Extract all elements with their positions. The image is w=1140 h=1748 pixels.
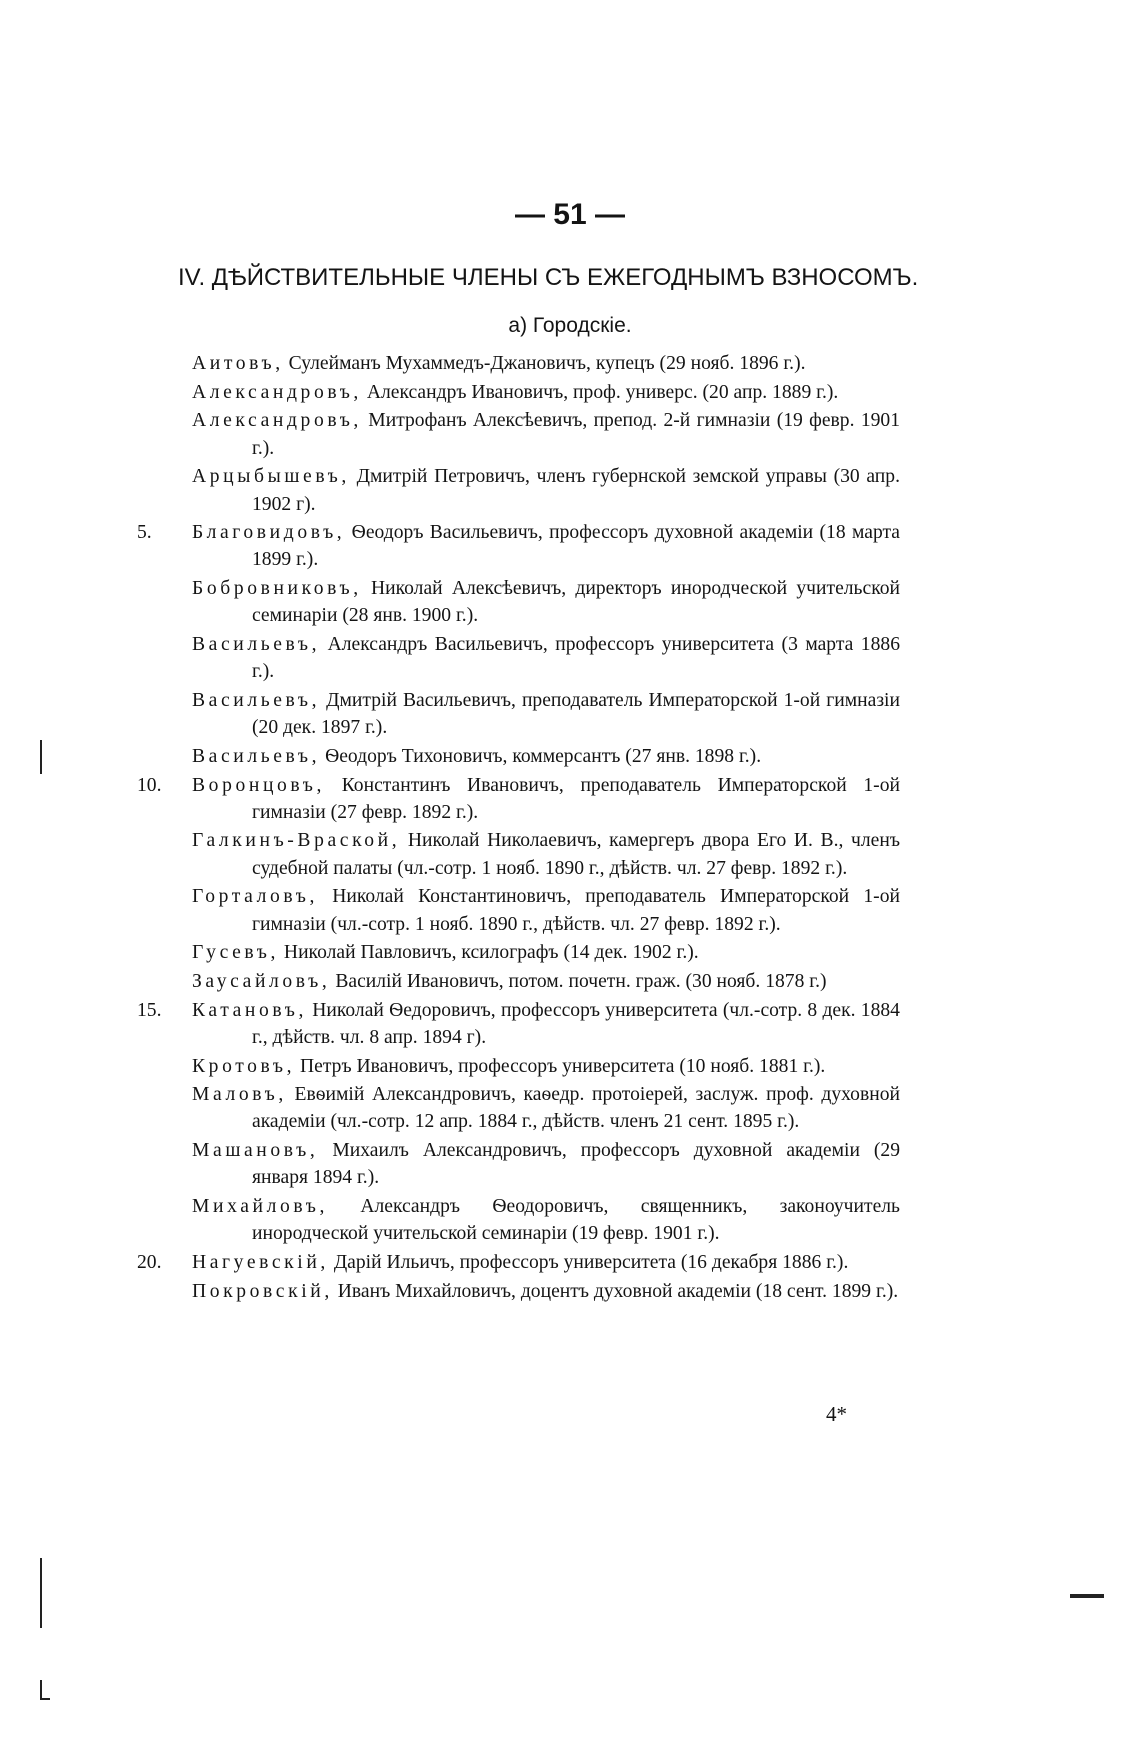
page-number: — 51 — (514, 198, 626, 231)
member-entry (192, 1193, 900, 1247)
member-surname: Заусайловъ, (192, 970, 331, 992)
scan-margin-line (40, 740, 42, 774)
scan-margin-line (40, 1680, 42, 1700)
member-entry (137, 1249, 900, 1276)
member-entry (192, 575, 900, 629)
member-details: Василій Ивановичъ, потом. почетн. граж. (30 нояб. 1878 г.) (335, 970, 827, 992)
member-surname: Арцыбышевъ, (192, 466, 350, 488)
member-details: Александръ Васильевичъ, профессоръ университета (3 марта 1886 г.). (252, 634, 900, 683)
member-entry (192, 968, 900, 995)
member-surname: Машановъ, (192, 1140, 319, 1162)
member-details: Николай Ѳедоровичъ, профессоръ университета (чл.-сотр. 8 дек. 1884 г., дѣйств. чл. 8 апр. 1894 г). (252, 999, 900, 1048)
member-details: Николай Николаевичъ, камергеръ двора Его И. В., членъ судебной палаты (чл.-сотр. 1 нояб. 1890 г., дѣйств. чл. 27 февр. 1892 г.). (252, 830, 900, 879)
member-details: Ѳеодоръ Тихоновичъ, коммерсантъ (27 янв. 1898 г.). (325, 745, 762, 767)
member-list (137, 350, 901, 1306)
member-entry (137, 772, 900, 826)
member-surname: Кротовъ, (192, 1055, 296, 1077)
member-details: Николай Павловичъ, ксилографъ (14 дек. 1902 г.). (283, 942, 699, 964)
scan-margin-line (40, 1698, 50, 1700)
member-surname: Гусевъ, (192, 942, 280, 964)
scan-dash (1070, 1594, 1104, 1598)
member-surname: Александровъ, (192, 410, 362, 432)
member-entry (192, 1081, 900, 1135)
member-details: Николай Алексѣевичъ, директоръ инородческой учительской семинаріи (28 янв. 1900 г.). (252, 578, 900, 627)
member-surname: Александровъ, (192, 381, 362, 403)
member-entry (192, 687, 900, 741)
member-details: Митрофанъ Алексѣевичъ, препод. 2-й гимназіи (19 февр. 1901 г.). (252, 410, 901, 459)
member-details: Дмитрій Петровичъ, членъ губернской земской управы (30 апр. 1902 г). (252, 466, 900, 515)
member-entry (192, 350, 900, 377)
section-title: IV. ДѢЙСТВИТЕЛЬНЫЕ ЧЛЕНЫ СЪ ЕЖЕГОДНЫМЪ ВЗНОСОМЪ. (178, 264, 919, 291)
member-entry (192, 407, 900, 461)
member-surname: Аитовъ, (192, 353, 284, 374)
member-surname: Воронцовъ, (192, 774, 326, 796)
member-entry (137, 519, 900, 573)
member-details: Михаилъ Александровичъ, профессоръ духовной академіи (29 января 1894 г.). (252, 1140, 900, 1189)
member-entry (192, 379, 900, 406)
member-entry (192, 1278, 900, 1305)
member-surname: Благовидовъ, (192, 522, 346, 544)
member-entry (192, 631, 900, 685)
member-details: Петръ Ивановичъ, профессоръ университета (10 нояб. 1881 г.). (300, 1055, 826, 1077)
member-details: Александръ Ѳеодоровичъ, священникъ, законоучитель инородческой учительской семинаріи (19 февр. 1901 г.). (252, 1196, 900, 1245)
member-entry (192, 743, 900, 770)
member-entry (192, 1137, 900, 1191)
entry-number: 10. (137, 774, 162, 796)
member-details: Николай Константиновичъ, преподаватель Императорской 1-ой гимназіи (чл.-сотр. 1 нояб. 1890 г., дѣйств. чл. 27 февр. 1892 г.). (252, 886, 900, 935)
entry-number: 15. (137, 999, 162, 1021)
member-surname: Михайловъ, (192, 1196, 328, 1218)
member-surname: Бобровниковъ, (192, 578, 362, 600)
member-surname: Васильевъ, (192, 745, 321, 767)
member-surname: Маловъ, (192, 1084, 287, 1106)
member-details: Ѳеодоръ Васильевичъ, профессоръ духовной академіи (18 марта 1899 г.). (252, 522, 900, 571)
member-details: Сулейманъ Мухаммедъ-Джановичъ, купецъ (29 нояб. 1896 г.). (288, 353, 806, 374)
member-surname: Горталовъ, (192, 886, 318, 908)
member-entry (192, 939, 900, 966)
entry-number: 20. (137, 1252, 162, 1273)
member-details: Александръ Ивановичъ, проф. универс. (20 апр. 1889 г.). (366, 381, 839, 403)
member-entry (192, 827, 900, 881)
scan-margin-line (40, 1558, 42, 1628)
entry-number: 5. (137, 522, 152, 544)
member-entry (137, 997, 900, 1051)
member-surname: Нагуевскій, (192, 1252, 329, 1273)
member-details: Иванъ Михайловичъ, доцентъ духовной академіи (18 сент. 1899 г.). (337, 1280, 899, 1302)
member-entry (192, 883, 900, 937)
member-surname: Васильевъ, (192, 634, 321, 656)
member-details: Дмитрій Васильевичъ, преподаватель Императорской 1-ой гимназіи (20 дек. 1897 г.). (252, 689, 900, 739)
member-surname: Катановъ, (192, 999, 307, 1021)
member-entry (192, 463, 900, 517)
subsection-title: а) Городскіе. (508, 314, 632, 337)
member-surname: Васильевъ, (192, 689, 321, 711)
member-entry (192, 1053, 900, 1080)
member-surname: Галкинъ-Враской, (192, 830, 401, 852)
member-details: Константинъ Ивановичъ, преподаватель Императорской 1-ой гимназіи (27 февр. 1892 г.). (252, 774, 900, 823)
member-details: Евѳимій Александровичъ, каѳедр. протоіерей, заслуж. проф. духовной академіи (чл.-сотр. 12 апр. 1884 г., дѣйств. членъ 21 сент. 1895 г.). (252, 1084, 900, 1133)
member-details: Дарій Ильичъ, профессоръ университета (16 декабря 1886 г.). (333, 1252, 849, 1273)
member-surname: Покровскій, (192, 1280, 333, 1302)
signature-mark: 4* (826, 1402, 847, 1426)
